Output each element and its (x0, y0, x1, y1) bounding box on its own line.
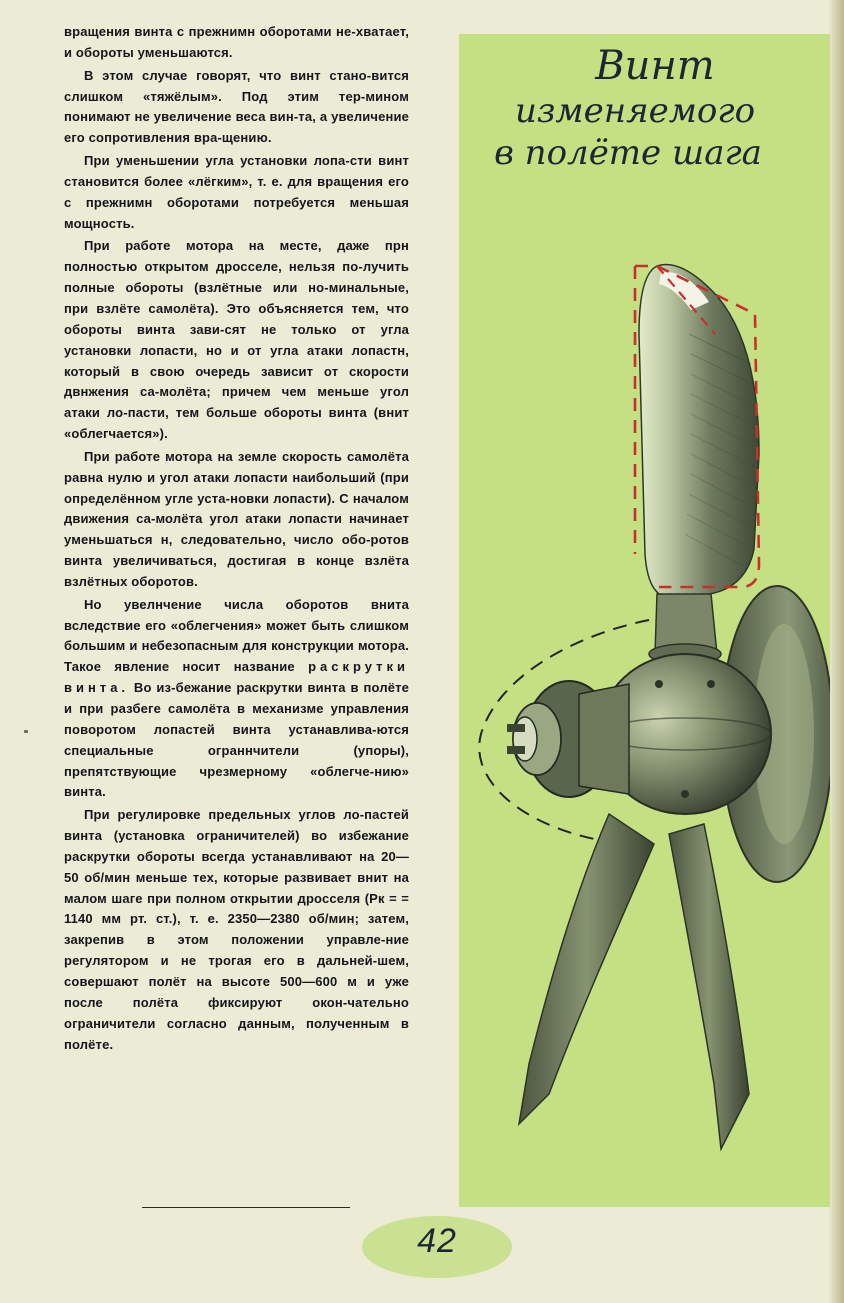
lower-left-blade (519, 814, 654, 1124)
paragraph-2: В этом случае говорят, что винт стано-вится слишком «тяжёлым». Под этим тер-мином понимают не увеличение веса вин-та, а увеличение его сопротивления вра-щению. (64, 67, 409, 146)
margin-speck (24, 730, 28, 733)
panel-title-line-2: изменяемого (514, 91, 756, 131)
paragraph-1: вращения винта с прежнимн оборотами не-хватает, и обороты уменьшаются. (64, 24, 409, 60)
page-edge-shadow (828, 0, 844, 1303)
paragraph-6-end: Во из-бежание раскрутки винта в полёте и при разбеге самолёта в механизме управления поворотом лопастей винта устанавлива-ются специальные ограннчители (упоры), препятствующие чрезмерному «облегче-нию» винта. (64, 680, 410, 800)
variable-pitch-propeller-illustration (459, 34, 830, 1207)
upper-blade (639, 264, 759, 600)
term-propeller-overspin: раскрутки винта. (64, 659, 409, 696)
paragraph-6 (64, 595, 409, 803)
hub-bolt (681, 790, 689, 798)
paragraph-4: При работе мотора на месте, даже прн полностью открытом дросселе, нельзя по-лучить полные обороты (взлётные или но-минальные, при взлёте самолёта). Это объясняется тем, что обороты винта зави-сят не только от угла установки лопасти, но и от угла атаки лопастн, который в свою очередь зависит от скорости двнжения са-молёта; причем чем меньше угол атаки ло-пасти, тем больше обороты винта (внит «облегчается»). (64, 238, 409, 442)
panel-title (470, 43, 800, 173)
hub-bolt (707, 680, 715, 688)
paragraph-6-start: Но увелнчение числа оборотов внита вследствие его «облегчения» может быть слишком большим и небезопасным для конструкции мотора. Такое явление носит название (64, 596, 409, 675)
panel-title-line-1: Винт (595, 43, 715, 89)
panel-title-line-3: в полёте шага (494, 133, 762, 173)
paragraph-7: При регулировке предельных углов ло-пастей винта (установка ограничителей) во избежание раскрутки обороты всегда устанавливают на 20—50 об/мин меньше тех, которые развивает внит на малом шаге при полном открытии дросселя (Рк = = 1140 мм рт. ст.), т. е. 2350—2380 об/мин; затем, закрепив в этом положении управле-ние регулятором и не трогая его в дальней-шем, совершают полёт на высоте 500—600 м и уже после полёта фиксируют окон-чательно ограничители согласно данным, полученным в полёте. (64, 807, 409, 1052)
paragraph-5: При работе мотора на земле скорость самолёта равна нулю и угол атаки лопасти наибольший (при определённом угле уста-новки лопасти). С началом движения са-молёта угол атаки лопасти начинает уменьшаться н, следовательно, число обо-ротов винта увеличиваться, достигая в конце взлёта взлётных оборотов. (64, 448, 409, 589)
paragraph-3: При уменьшении угла установки лопа-сти винт становится более «лёгким», т. е. для вращения его с прежнимн оборотами потребуется меньшая мощность. (64, 153, 409, 231)
lower-right-blade (669, 824, 749, 1149)
page-number: 42 (417, 1222, 457, 1260)
hub-bolt (655, 680, 663, 688)
nose-stud (507, 746, 525, 754)
nose-stud (507, 724, 525, 732)
nose-cap (513, 717, 537, 761)
nose-to-hub (579, 684, 629, 794)
body-text-column (64, 22, 409, 1055)
end-divider-rule (128, 1207, 350, 1208)
